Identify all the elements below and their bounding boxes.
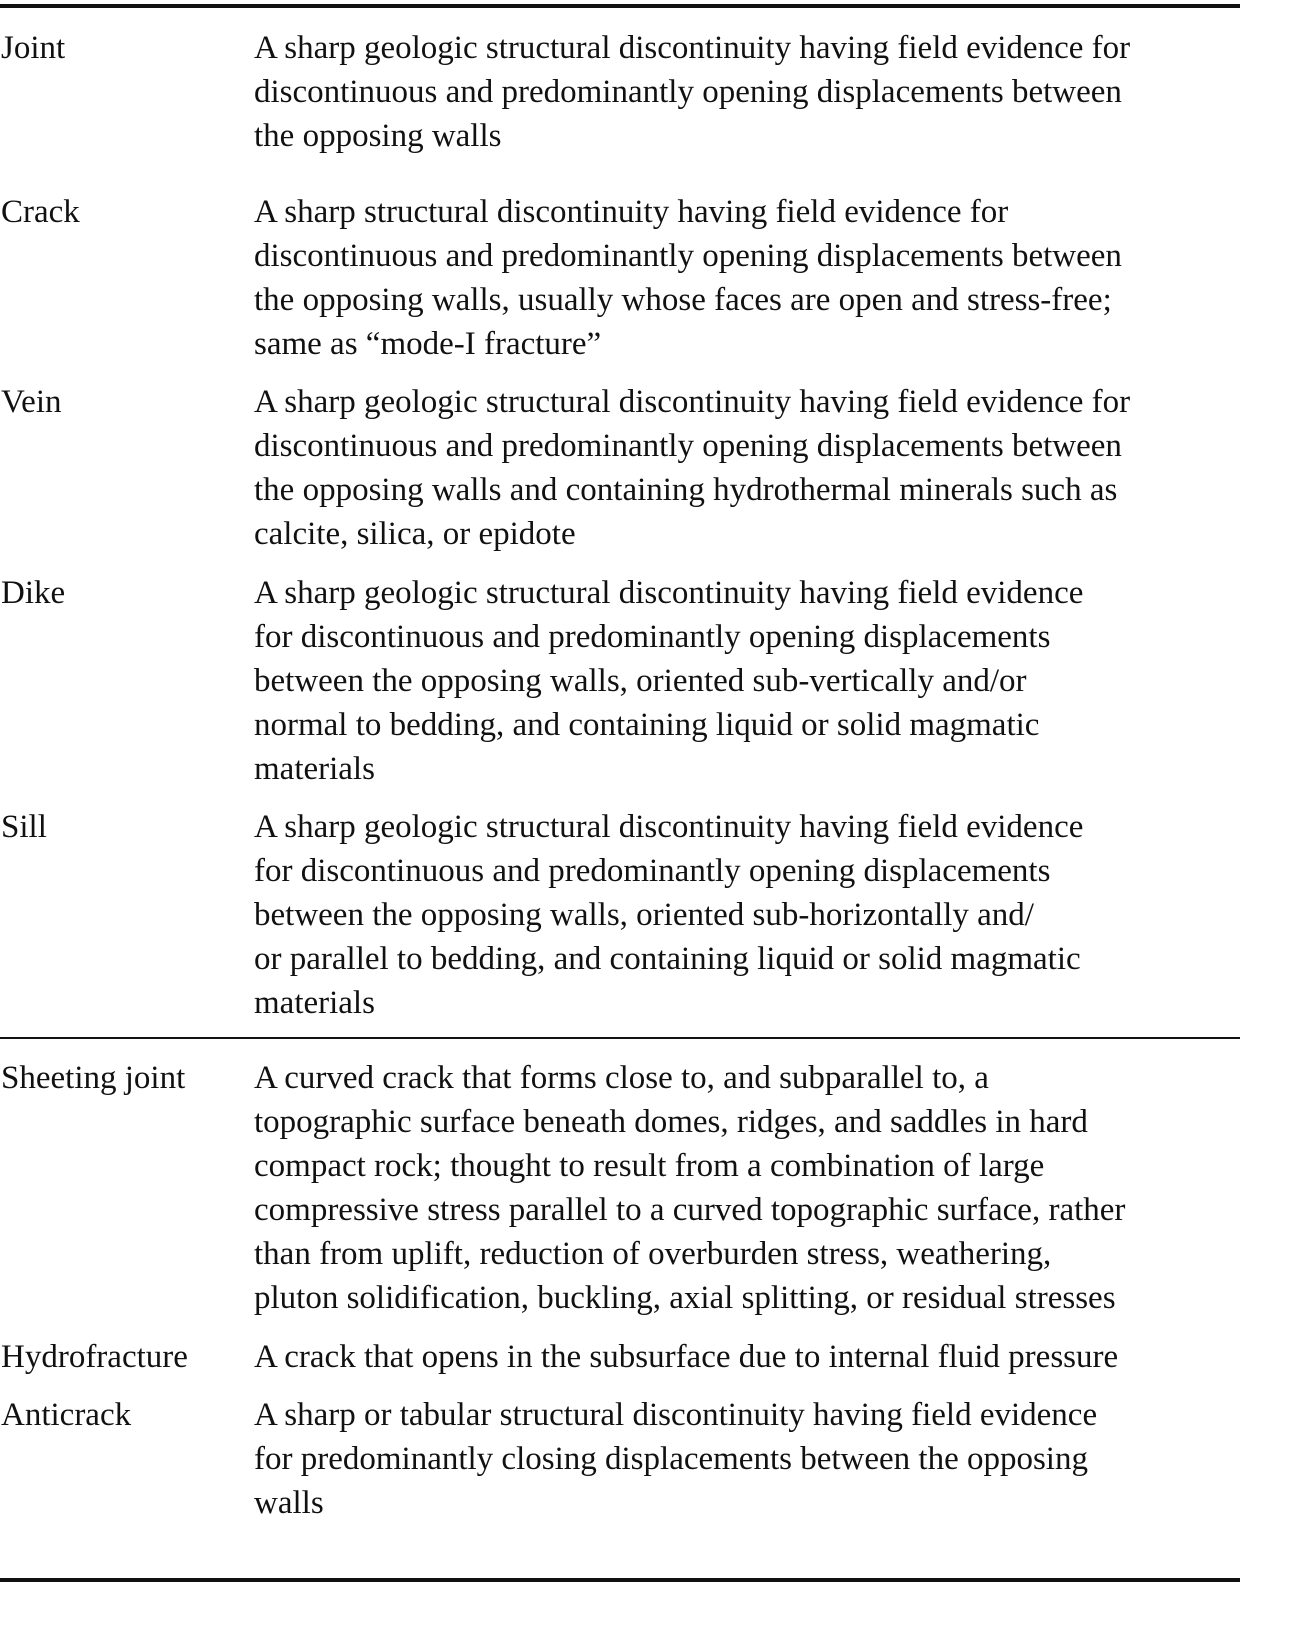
definition-line: the opposing walls: [254, 118, 502, 154]
definition-line: between the opposing walls, oriented sub-vertically and/or: [254, 663, 1027, 699]
definition-cell: [254, 571, 1239, 791]
definition-line: A sharp geologic structural discontinuity having field evidence for: [254, 30, 1131, 66]
term-cell: Crack: [1, 194, 80, 230]
table-top-rule: [0, 4, 1240, 8]
definition-line: normal to bedding, and containing liquid or solid magmatic: [254, 707, 1040, 743]
table-bottom-rule: [0, 1578, 1240, 1582]
definition-line: A sharp geologic structural discontinuity having field evidence: [254, 575, 1084, 611]
definition-cell: [254, 190, 1239, 366]
definition-line: the opposing walls, usually whose faces are open and stress-free;: [254, 282, 1112, 318]
definition-line: A curved crack that forms close to, and subparallel to, a: [254, 1060, 989, 1096]
definition-line: between the opposing walls, oriented sub-horizontally and/: [254, 897, 1034, 933]
term-cell: Joint: [1, 30, 66, 66]
term-cell: Anticrack: [1, 1397, 132, 1433]
definition-line: for predominantly closing displacements between the opposing: [254, 1441, 1088, 1477]
definition-cell: [254, 380, 1239, 556]
term-cell: Sheeting joint: [1, 1060, 186, 1096]
definition-cell: [254, 1335, 1239, 1379]
definition-line: for discontinuous and predominantly opening displacements: [254, 853, 1051, 889]
definition-line: walls: [254, 1485, 324, 1521]
term-cell: Dike: [1, 575, 66, 611]
definition-line: compressive stress parallel to a curved topographic surface, rather: [254, 1192, 1126, 1228]
definition-cell: [254, 1056, 1239, 1320]
definition-line: materials: [254, 985, 375, 1021]
table-section-rule: [0, 1037, 1240, 1039]
definition-line: discontinuous and predominantly opening displacements between: [254, 238, 1122, 274]
definition-line: calcite, silica, or epidote: [254, 516, 576, 552]
definition-cell: [254, 26, 1239, 158]
definition-line: discontinuous and predominantly opening displacements between: [254, 74, 1122, 110]
definition-line: A sharp geologic structural discontinuity having field evidence for: [254, 384, 1131, 420]
definition-line: A sharp or tabular structural discontinuity having field evidence: [254, 1397, 1098, 1433]
definition-line: compact rock; thought to result from a combination of large: [254, 1148, 1045, 1184]
definition-cell: [254, 1393, 1239, 1525]
definition-line: the opposing walls and containing hydrothermal minerals such as: [254, 472, 1118, 508]
definition-line: than from uplift, reduction of overburden stress, weathering,: [254, 1236, 1052, 1272]
definition-line: or parallel to bedding, and containing liquid or solid magmatic: [254, 941, 1081, 977]
definition-line: A sharp geologic structural discontinuity having field evidence: [254, 809, 1084, 845]
definition-line: materials: [254, 751, 375, 787]
definition-cell: [254, 805, 1239, 1025]
term-cell: Hydrofracture: [1, 1339, 188, 1375]
term-cell: Vein: [1, 384, 62, 420]
definition-line: discontinuous and predominantly opening displacements between: [254, 428, 1122, 464]
term-cell: Sill: [1, 809, 47, 845]
definition-line: same as “mode-I fracture”: [254, 326, 602, 362]
definition-line: A sharp structural discontinuity having field evidence for: [254, 194, 1009, 230]
definition-line: topographic surface beneath domes, ridges, and saddles in hard: [254, 1104, 1088, 1140]
definition-line: A crack that opens in the subsurface due to internal fluid pressure: [254, 1339, 1119, 1375]
definition-line: for discontinuous and predominantly opening displacements: [254, 619, 1051, 655]
definition-line: pluton solidification, buckling, axial splitting, or residual stresses: [254, 1280, 1116, 1316]
